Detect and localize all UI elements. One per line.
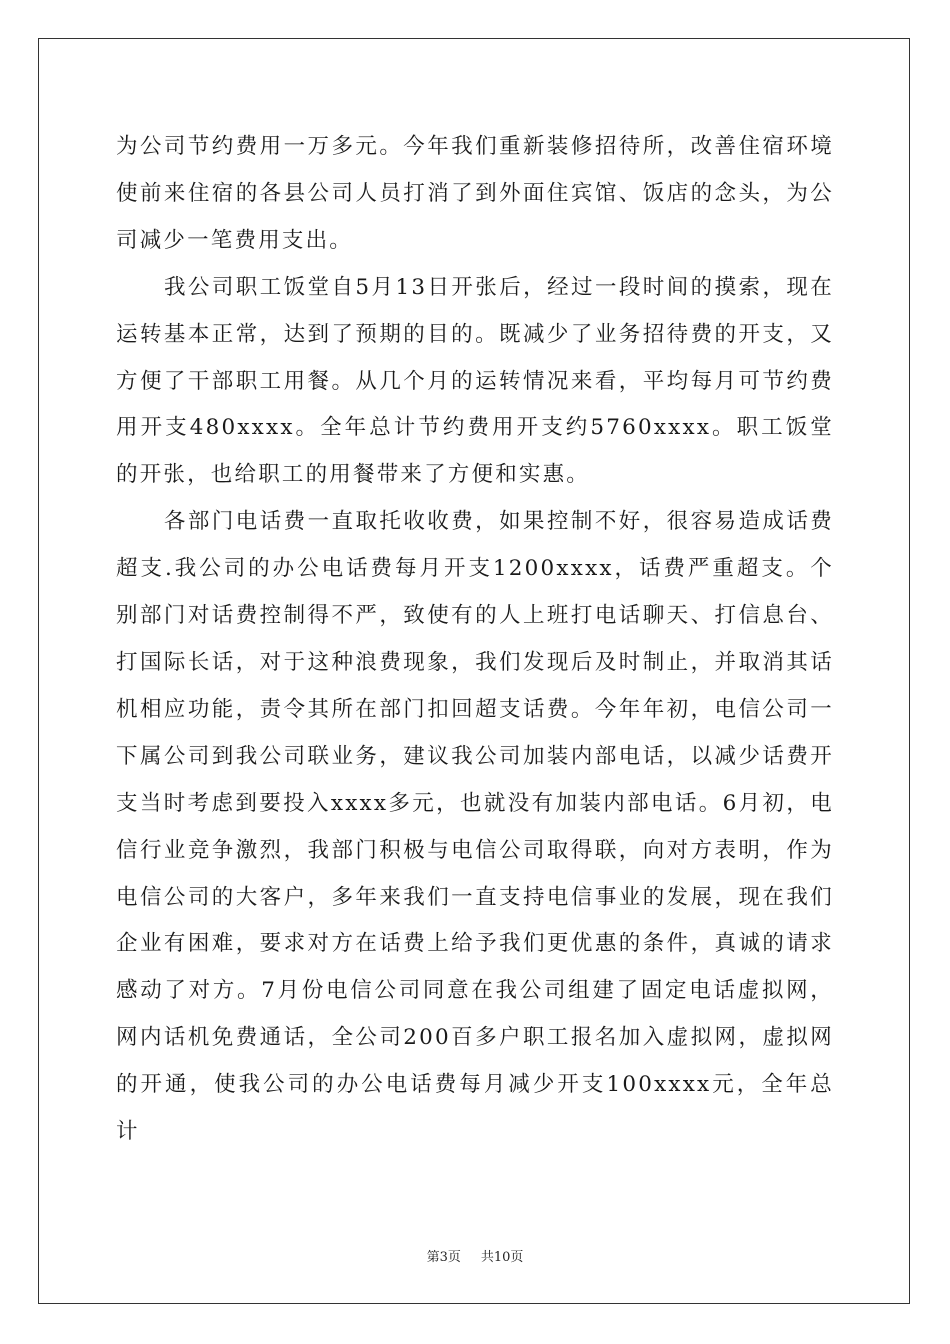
paragraph-2: 我公司职工饭堂自5月13日开张后，经过一段时间的摸索，现在运转基本正常，达到了预期的目的。既减少了业务招待费的开支，又方便了干部职工用餐。从几个月的运转情况来看，平均每月可节约费用开支480xxxx。全年总计节约费用开支约5760xxxx。职工饭堂的开张，也给职工的用餐带来了方便和实惠。	[116, 274, 834, 488]
page-footer	[0, 1246, 950, 1265]
page-total: 共10页	[480, 1250, 524, 1265]
paragraph-1: 为公司节约费用一万多元。今年我们重新装修招待所，改善住宿环境使前来住宿的各县公司人员打消了到外面住宾馆、饭店的念头，为公司减少一笔费用支出。	[116, 134, 834, 253]
document-body	[116, 124, 834, 1156]
paragraph-3: 各部门电话费一直取托收收费，如果控制不好，很容易造成话费超支.我公司的办公电话费每月开支1200xxxx，话费严重超支。个别部门对话费控制得不严，致使有的人上班打电话聊天、打信息台、打国际长话，对于这种浪费现象，我们发现后及时制止，并取消其话机相应功能，责令其所在部门扣回超支话费。今年年初，电信公司一下属公司到我公司联业务，建议我公司加装内部电话，以减少话费开支当时考虑到要投入xxxx多元，也就没有加装内部电话。6月初，电信行业竞争激烈，我部门积极与电信公司取得联，向对方表明，作为电信公司的大客户，多年来我们一直支持电信事业的发展，现在我们企业有困难，要求对方在话费上给予我们更优惠的条件，真诚的请求感动了对方。7月份电信公司同意在我公司组建了固定电话虚拟网，网内话机免费通话，全公司200百多户职工报名加入虚拟网，虚拟网的开通，使我公司的办公电话费每月减少开支100xxxx元，全年总计	[116, 509, 834, 1145]
page-number: 第3页	[426, 1250, 461, 1265]
